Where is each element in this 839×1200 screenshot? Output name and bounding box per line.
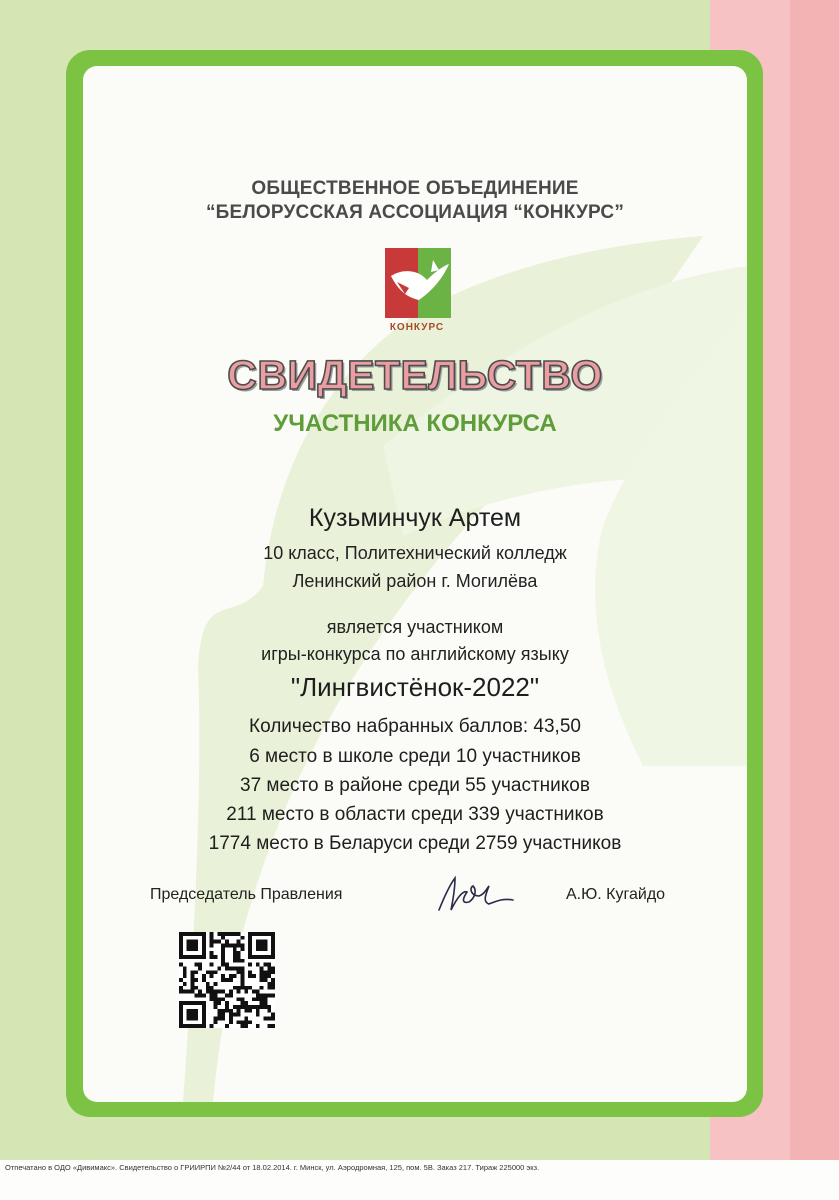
contest-name: "Лингвистёнок-2022": [290, 672, 540, 702]
signature-icon: [433, 872, 517, 916]
certificate-content: [83, 66, 747, 1102]
certificate-title: СВИДЕТЕЛЬСТВО: [227, 352, 603, 398]
organization-line-1: ОБЩЕСТВЕННОЕ ОБЪЕДИНЕНИЕ: [251, 178, 579, 199]
signature-role: Председатель Правления: [150, 886, 343, 903]
certificate-subtitle: УЧАСТНИКА КОНКУРСА: [273, 410, 557, 437]
result-region: 211 место в области среди 339 участников: [226, 804, 604, 825]
participation-line-2: игры-конкурса по английскому языку: [261, 644, 569, 664]
participant-details: 10 класс, Политехнический колледж: [263, 543, 567, 563]
participant-location: Ленинский район г. Могилёва: [292, 571, 538, 591]
result-school: 6 место в школе среди 10 участников: [249, 746, 581, 767]
konkurs-logo: [375, 248, 459, 340]
background-pink-edge: [790, 0, 839, 1160]
signer-name: А.Ю. Кугайдо: [566, 886, 666, 903]
logo-text: КОНКУРС: [389, 322, 445, 333]
qr-code-icon: [179, 932, 275, 1028]
organization-line-2: “БЕЛОРУССКАЯ АССОЦИАЦИЯ “КОНКУРС”: [205, 202, 625, 223]
print-footer: Отпечатано в ОДО «Дивимакс». Свидетельство о ГРИИРПИ №2/44 от 18.02.2014. г. Минск, ул. Аэродромная, 125, пом. 5В. Заказ 217. Тираж 225000 экз.: [5, 1163, 540, 1172]
participant-name: Кузьминчук Артем: [308, 504, 522, 532]
participation-line-1: является участником: [326, 617, 504, 637]
result-score: Количество набранных баллов: 43,50: [249, 716, 581, 737]
result-country: 1774 место в Беларуси среди 2759 участников: [208, 833, 622, 854]
konkurs-logo-icon: [375, 248, 459, 322]
result-district: 37 место в районе среди 55 участников: [240, 775, 590, 796]
